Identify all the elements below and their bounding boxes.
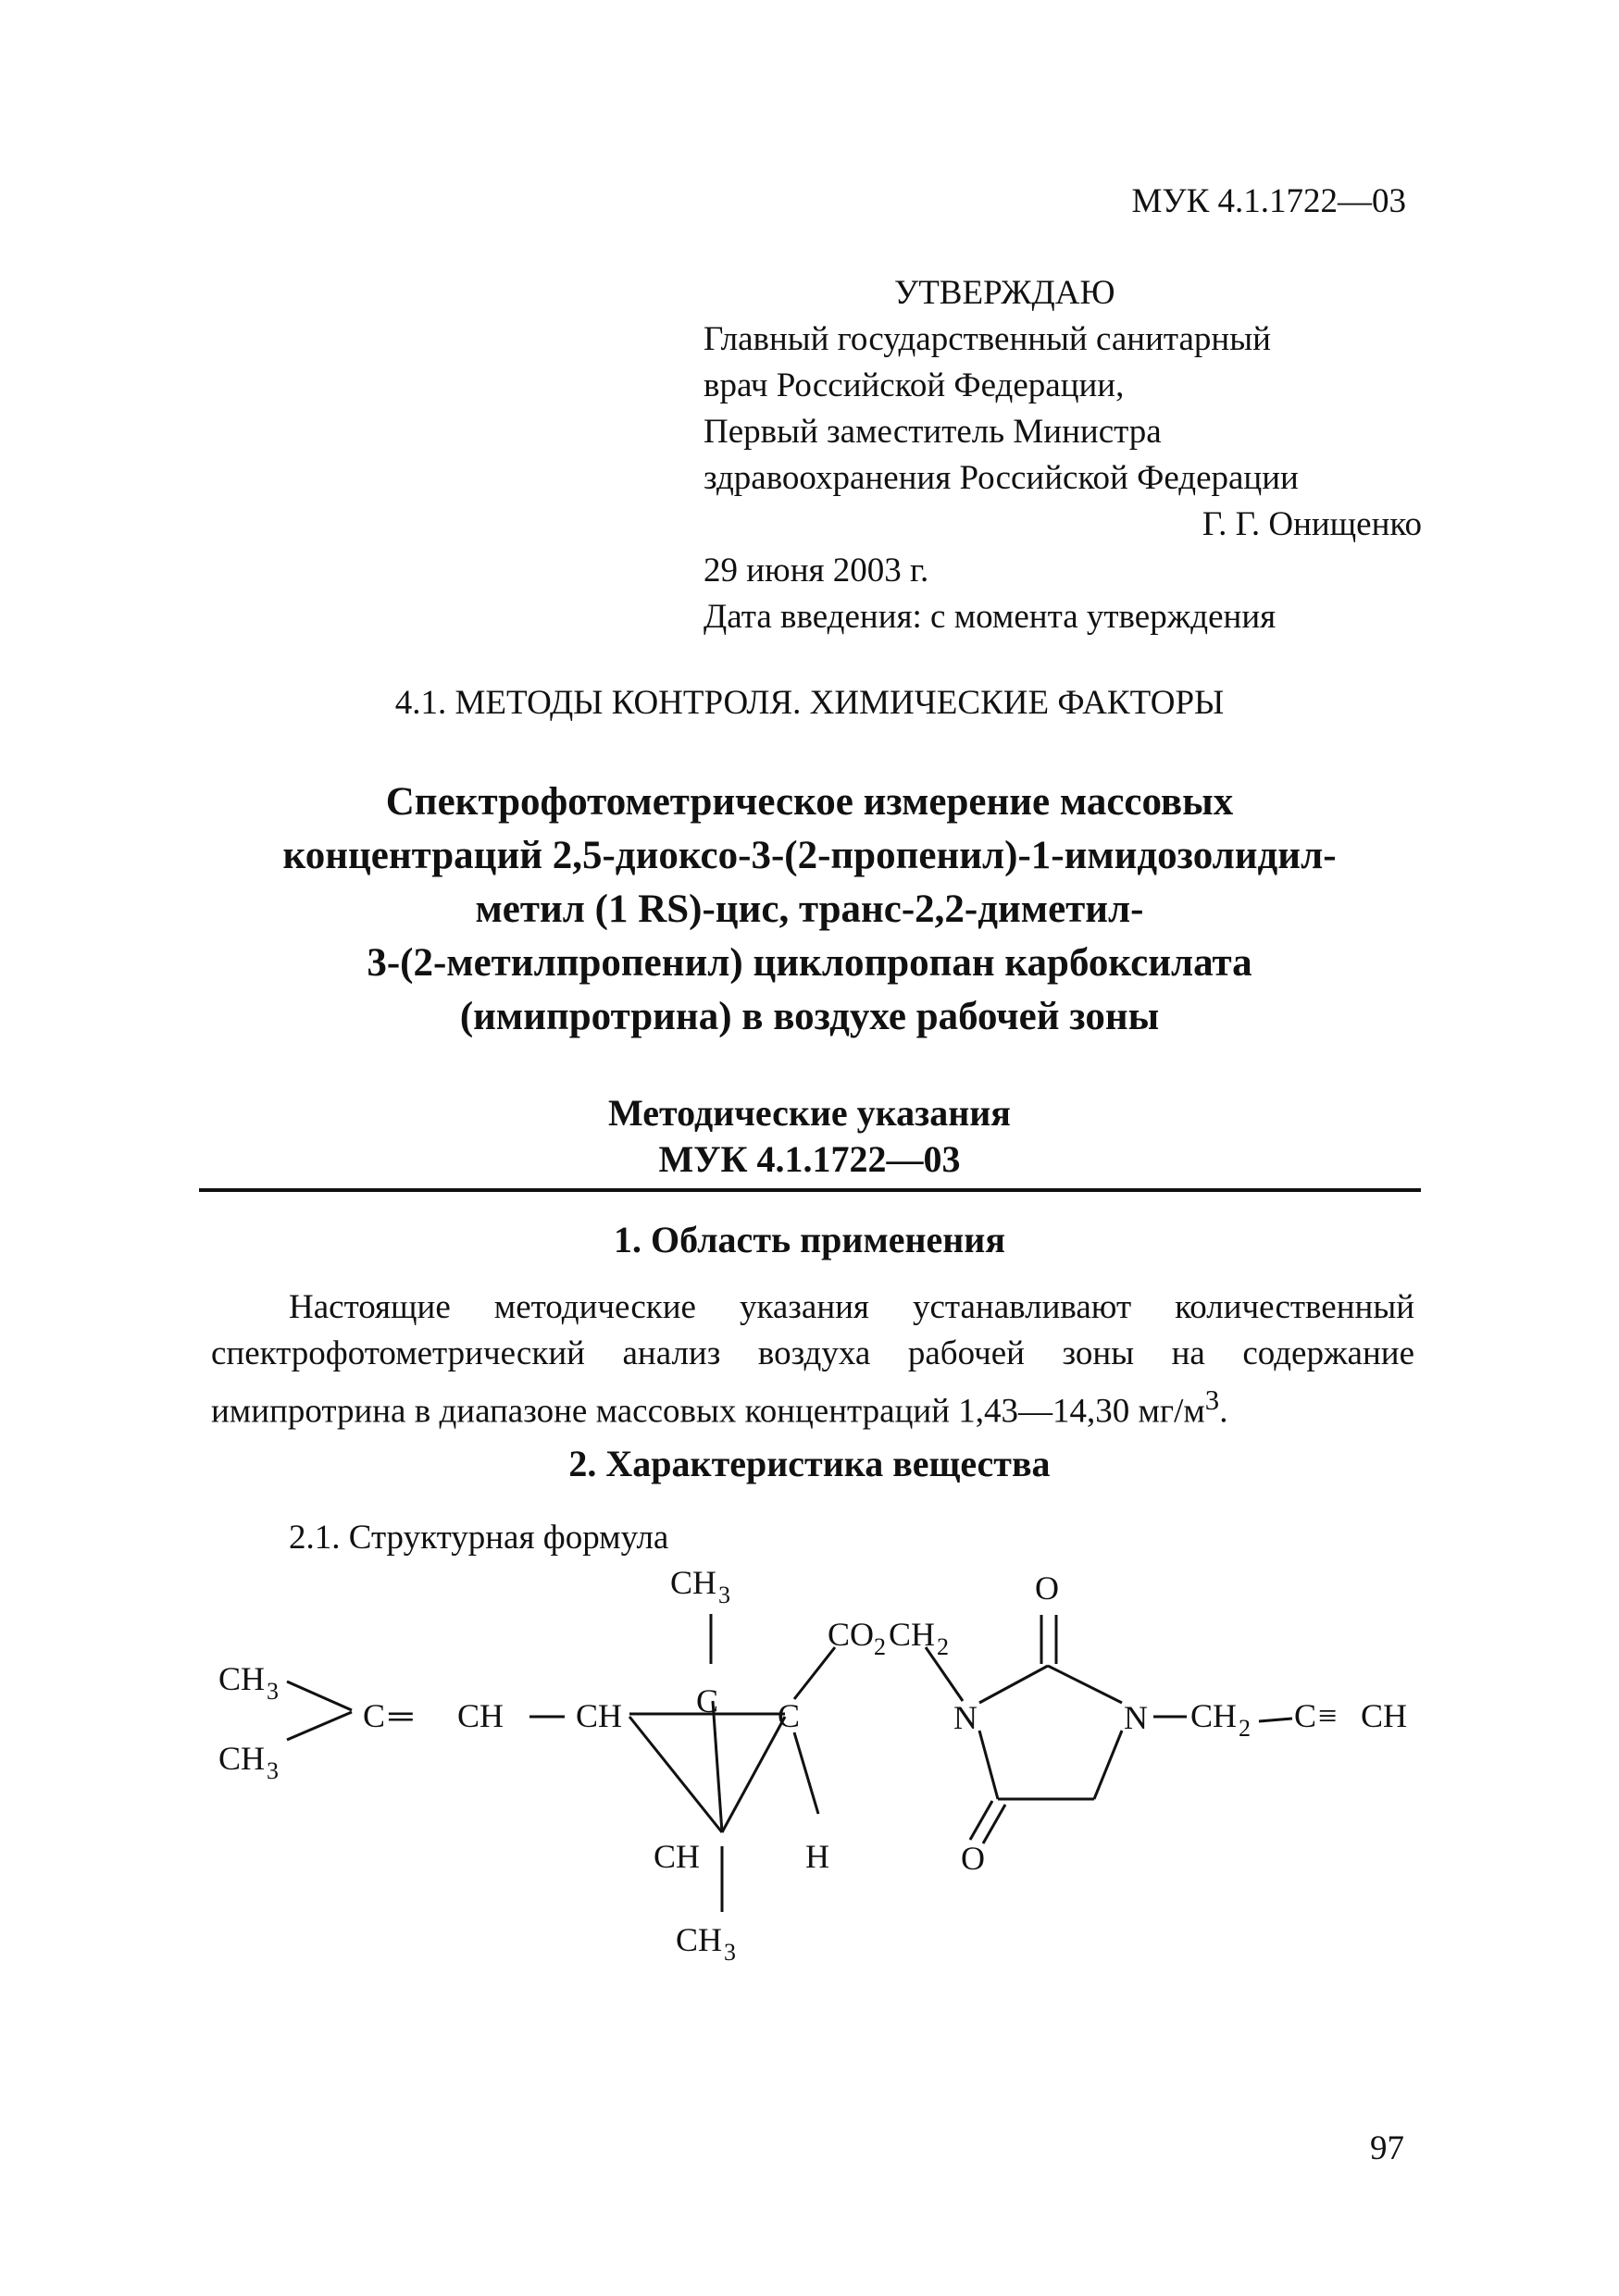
formula-ch-label: CH (889, 1616, 936, 1653)
formula-h-label: H (805, 1838, 829, 1875)
approval-line-2: врач Российской Федерации, (704, 366, 1125, 404)
approval-signer: Г. Г. Онищенко (1202, 505, 1422, 543)
formula-ch-label: CH (218, 1740, 266, 1777)
title-line-1: Спектрофотометрическое измерение массовых (385, 780, 1234, 824)
formula-subscript: 2 (874, 1633, 886, 1660)
bond-line (1259, 1719, 1292, 1721)
bond-line (629, 1717, 722, 1832)
unit-superscript: 3 (1204, 1384, 1220, 1416)
approval-line-3: Первый заместитель Министра (704, 413, 1162, 451)
document-code: МУК 4.1.1722—03 (1131, 182, 1406, 220)
formula-label: 2.1. Структурная формула (289, 1519, 669, 1557)
section-1-text-end: . (1219, 1392, 1228, 1431)
section-2-heading: 2. Характеристика вещества (568, 1443, 1051, 1484)
section-header: 4.1. МЕТОДЫ КОНТРОЛЯ. ХИМИЧЕСКИЕ ФАКТОРЫ (394, 684, 1225, 722)
bond-line (1094, 1731, 1122, 1799)
doc-type-line-2: МУК 4.1.1722—03 (658, 1138, 961, 1180)
approval-line-1: Главный государственный санитарный (704, 320, 1271, 358)
formula-n-label: N (953, 1699, 978, 1736)
formula-triple-bond: ≡ (1318, 1697, 1338, 1734)
formula-subscript: 3 (718, 1582, 730, 1608)
formula-ch-label: CH (457, 1697, 504, 1734)
formula-c-label: C (696, 1682, 719, 1719)
bond-line (287, 1712, 352, 1740)
formula-ch-label: CH (1190, 1697, 1238, 1734)
approval-line-4: здравоохранения Российской Федерации (704, 459, 1299, 497)
bond-line (1048, 1666, 1122, 1703)
formula-ch-label: CH (576, 1697, 623, 1734)
bond-line (979, 1731, 998, 1799)
approval-date: 29 июня 2003 г. (704, 552, 929, 590)
section-1-heading: 1. Область применения (614, 1219, 1005, 1260)
section-1-text: Настоящие методические указания устанавливают количественный спектрофотометрический анализ воздуха рабочей зоны на содержание имипротрина в диапазоне массовых концентраций 1,43—14,30 мг/м (211, 1288, 1414, 1431)
title-line-3: метил (1 RS)-цис, транс-2,2-диметил- (475, 887, 1144, 931)
formula-c-label: C (778, 1697, 801, 1734)
approve-word: УТВЕРЖДАЮ (894, 274, 1115, 312)
formula-ch-label: CH (670, 1564, 717, 1601)
formula-o-label: O (1035, 1570, 1059, 1607)
bond-line (713, 1701, 722, 1832)
title-line-2: концентраций 2,5-диоксо-3-(2-пропенил)-1-имидозолидил- (282, 834, 1337, 877)
formula-n-label: N (1124, 1699, 1148, 1736)
bond-line (287, 1682, 352, 1710)
bond-line (794, 1732, 818, 1814)
bond-line (794, 1647, 835, 1699)
formula-ch-label: CH (1361, 1697, 1408, 1734)
effective-date: Дата введения: с момента утверждения (704, 598, 1277, 636)
formula-c-label: C (1294, 1697, 1317, 1734)
title-line-4: 3-(2-метилпропенил) циклопропан карбоксилата (367, 941, 1252, 985)
formula-subscript: 2 (1239, 1715, 1251, 1742)
doc-type-line-1: Методические указания (608, 1092, 1011, 1134)
formula-c-label: C (363, 1697, 386, 1734)
formula-double-bond: ═ (389, 1697, 413, 1734)
formula-subscript: 3 (267, 1757, 279, 1784)
formula-subscript: 3 (724, 1939, 736, 1966)
formula-subscript: 3 (267, 1678, 279, 1705)
formula-ch-label: CH (676, 1921, 723, 1958)
bond-line (979, 1666, 1048, 1703)
page-number: 97 (1370, 2129, 1404, 2167)
formula-co-label: CO (828, 1616, 875, 1653)
formula-ch-label: CH (218, 1660, 266, 1697)
formula-o-label: O (961, 1840, 985, 1877)
bond-line (722, 1717, 785, 1832)
formula-ch-label: CH (654, 1838, 701, 1875)
formula-subscript: 2 (937, 1633, 949, 1660)
title-line-5: (имипротрина) в воздухе рабочей зоны (459, 995, 1160, 1038)
